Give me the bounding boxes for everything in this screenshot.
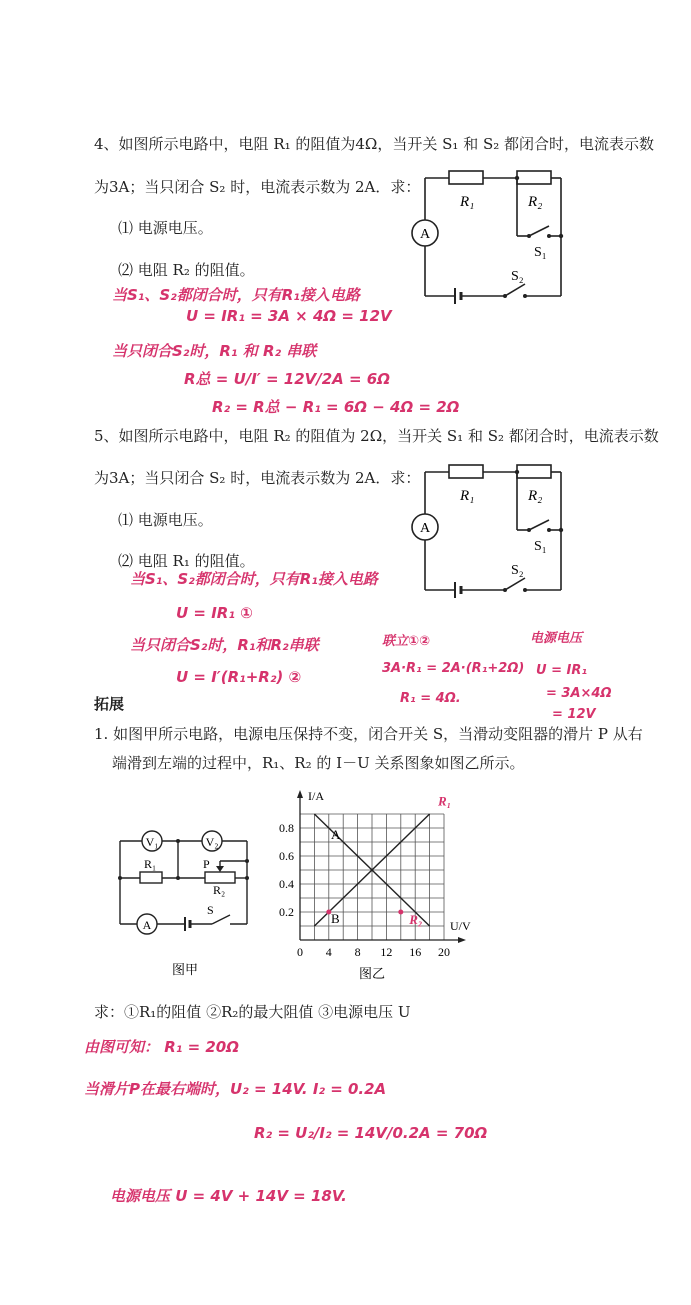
q5-s1-switch [529,520,549,530]
q5-r1-resistor [449,465,483,478]
q5-hw-right2: 3A·R₁ = 2A·(R₁+2Ω) [382,661,525,676]
q5-r1-label: R₁ [460,488,475,504]
q4-hw-line2: U = IR₁ = 3A × 4Ω = 12V [186,307,392,325]
x-tick-label: 8 [354,945,361,959]
q5-hw-right1: 联立①② [382,634,431,649]
q4-text-line1: 4、如图所示电路中，电阻 R₁ 的阻值为4Ω，当开关 S₁ 和 S₂ 都闭合时，电流表示数 [94,135,655,153]
ext-hw-line4: 电源电压 U = 4V + 14V = 18V. [110,1187,347,1205]
q5-r2-resistor [517,465,551,478]
y-axis-label: I/A [308,789,324,803]
ext-circuit-diagram [115,826,255,976]
point-marker-b [326,910,331,915]
x-axis-arrow [458,937,466,943]
ext-question: 求：①R₁的阻值 ②R₂的最大阻值 ③电源电压 U [94,1003,411,1021]
y-axis-arrow [297,790,303,798]
q4-s2-label: S₂ [511,269,524,284]
q5-hw-side4: = 12V [552,707,596,722]
q4-r1-resistor [449,171,483,184]
x-axis-label: U/V [450,919,471,933]
q5-ammeter-label: A [419,521,431,536]
q4-text-line2: 为3A；当只闭合 S₂ 时，电流表示数为 2A．求： [94,178,421,196]
ext-v2-label: V₂ [205,835,219,849]
handwritten-mark-2: R₂ [409,912,423,928]
x-tick-label: 0 [297,945,303,959]
q5-s1-label: S₁ [534,539,547,554]
ext-s-switch [212,915,230,924]
q4-hw-line4: R总 = U/I′ = 12V/2A = 6Ω [184,370,390,388]
ext-hw-line1: 由图可知： R₁ = 20Ω [84,1038,239,1056]
y-tick-label: 0.8 [279,821,294,835]
q4-r2-resistor [517,171,551,184]
q5-hw-line3: 当只闭合S₂时，R₁和R₂串联 [130,636,319,654]
point-marker-r2 [398,910,403,915]
q5-circuit-diagram [405,462,570,602]
ext-v1-label: V₁ [145,835,159,849]
q5-hw-side3: = 3A×4Ω [546,686,612,701]
y-tick-label: 0.2 [279,905,294,919]
q4-sub2: ⑵ 电阻 R₂ 的阻值。 [118,261,255,279]
ext-r1-label: R₁ [144,857,157,871]
q5-hw-side2: U = IR₁ [536,663,588,678]
q4-s1-switch [529,226,549,236]
q5-s2-switch [505,578,525,590]
q5-s2-label: S₂ [511,563,524,578]
q4-s2-switch [505,284,525,296]
q4-s1-label: S₁ [534,245,547,260]
q4-hw-line5: R₂ = R总 − R₁ = 6Ω − 4Ω = 2Ω [212,398,460,416]
q5-hw-line1: 当S₁、S₂都闭合时，只有R₁接入电路 [130,570,378,588]
q5-hw-right3: R₁ = 4Ω. [400,691,461,706]
q5-sub2: ⑵ 电阻 R₁ 的阻值。 [118,552,255,570]
iu-chart [270,785,500,985]
q4-circuit-diagram [405,168,570,308]
q4-sub1: ⑴ 电源电压。 [118,219,213,237]
x-tick-label: 16 [409,945,422,959]
y-tick-label: 0.4 [279,877,294,891]
q4-hw-line1: 当S₁、S₂都闭合时，只有R₁接入电路 [112,286,360,304]
ext-hw-line2: 当滑片P在最右端时，U₂ = 14V. I₂ = 0.2A [84,1080,387,1098]
ext-text-line2: 端滑到左端的过程中，R₁、R₂ 的 I－U 关系图象如图乙所示。 [112,754,525,772]
x-tick-label: 4 [325,945,332,959]
q4-hw-line3: 当只闭合S₂时，R₁ 和 R₂ 串联 [112,342,317,360]
ext-caption-jia: 图甲 [171,962,199,977]
x-tick-label: 20 [438,945,450,959]
q5-r2-label: R₂ [528,488,543,504]
y-tick-label: 0.6 [279,849,294,863]
q4-r1-label: R₁ [460,194,475,210]
series-label-a: A [330,827,341,843]
q4-r2-label: R₂ [528,194,543,210]
ext-s-label: S [207,903,214,917]
handwritten-mark-1: R₁ [438,793,452,809]
q5-text-line2: 为3A；当只闭合 S₂ 时，电流表示数为 2A．求： [94,469,421,487]
q5-hw-side1: 电源电压 [530,631,583,646]
ext-heading: 拓展 [94,695,125,713]
q5-hw-line2: U = IR₁ ① [176,604,253,622]
ext-a-label: A [142,918,152,932]
q5-hw-line4: U = I′(R₁+R₂) ② [176,668,302,686]
q5-text-line1: 5、如图所示电路中，电阻 R₂ 的阻值为 2Ω，当开关 S₁ 和 S₂ 都闭合时，电流表示数 [94,427,659,445]
ext-r2-label: R₂ [213,883,226,897]
x-tick-label: 12 [380,945,393,959]
series-label-b: B [330,911,340,927]
q4-ammeter-label: A [419,227,431,242]
ext-text-line1: 1. 如图甲所示电路，电源电压保持不变，闭合开关 S，当滑动变阻器的滑片 P 从右 [94,725,643,743]
ext-hw-line3: R₂ = U₂/I₂ = 14V/0.2A = 70Ω [254,1124,488,1142]
ext-r2-rheostat [205,872,235,883]
ext-p-label: P [203,857,210,871]
q5-sub1: ⑴ 电源电压。 [118,511,213,529]
chart-caption: 图乙 [358,966,386,981]
ext-r1-resistor [140,872,162,883]
